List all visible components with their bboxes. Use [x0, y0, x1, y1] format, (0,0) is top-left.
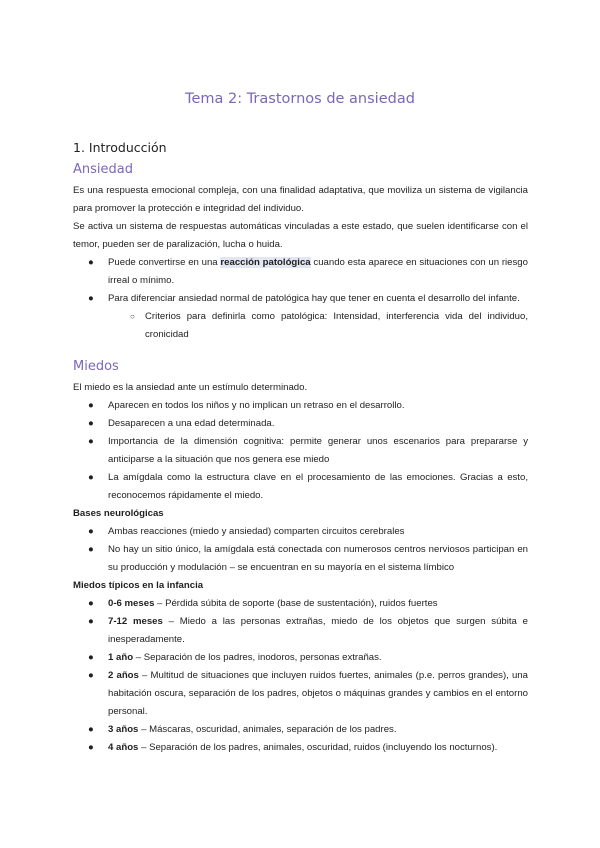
bullet-icon: ● [88, 544, 94, 555]
paragraph: Es una respuesta emocional compleja, con una finalidad adaptativa, que moviliza un sistema de vigilancia para promover la protección e integridad del individuo. [73, 185, 528, 214]
bullet-icon: ● [88, 436, 94, 447]
paragraph: Se activa un sistema de respuestas automáticas vinculadas a este estado, que suelen identificarse con el temor, pueden ser de paralización, lucha o huida. [73, 221, 528, 250]
bullet-icon: ● [88, 418, 94, 429]
list-text: – Pérdida súbita de soporte (base de sustentación), ruidos fuertes [154, 598, 438, 609]
circle-bullet-icon: ○ [130, 312, 135, 321]
list-text: – Miedo a las personas extrañas, miedo de los objetos que surgen súbita e inesperadamente. [108, 616, 528, 645]
bullet-list [73, 397, 528, 505]
age-label: 7-12 meses [108, 616, 163, 627]
list-text: Importancia de la dimensión cognitiva: permite generar unos escenarios para prepararse y anticiparse a la situación que nos genera ese miedo [108, 436, 528, 465]
list-item [73, 649, 528, 667]
bullet-icon: ● [88, 472, 94, 483]
list-text: Ambas reacciones (miedo y ansiedad) comparten circuitos cerebrales [108, 526, 405, 537]
bullet-icon: ● [88, 257, 94, 268]
list-item [73, 541, 528, 577]
list-text: cuando esta aparece en situaciones con un riesgo irreal o mínimo. [108, 257, 528, 286]
age-label: 1 año [108, 652, 134, 663]
list-item [73, 721, 528, 739]
list-text: Desaparecen a una edad determinada. [108, 418, 275, 429]
list-text: – Separación de los padres, inodoros, personas extrañas. [133, 652, 382, 663]
heading-bases-neurologicas: Bases neurológicas [73, 508, 164, 519]
age-label: 4 años [108, 742, 139, 753]
list-text: Puede convertirse en una [108, 257, 221, 268]
list-item [73, 667, 528, 721]
bullet-icon: ● [88, 670, 94, 681]
list-item [73, 415, 528, 433]
list-text: No hay un sitio único, la amígdala está conectada con numerosos centros nerviosos participan en su producción y modulación – se encuentran en su mayoría en el sistema límbico [108, 544, 528, 573]
list-item [73, 613, 528, 649]
list-item [73, 308, 528, 344]
bullet-list [73, 523, 528, 577]
list-item [73, 254, 528, 290]
list-item [73, 739, 528, 757]
list-text: Criterios para definirla como patológica: Intensidad, interferencia vida del individuo, cronicidad [145, 311, 528, 340]
age-label: 2 años [108, 670, 139, 681]
bullet-icon: ● [88, 742, 94, 753]
sub-bullet-list [73, 308, 528, 344]
paragraph: El miedo es la ansiedad ante un estímulo determinado. [73, 382, 308, 393]
heading-ansiedad: Ansiedad [73, 162, 133, 177]
bullet-list [73, 595, 528, 757]
section-heading-introduccion: 1. Introducción [73, 140, 167, 155]
bullet-list [73, 254, 528, 308]
list-item [73, 469, 528, 505]
highlighted-text: reacción patológica [220, 257, 311, 268]
document-title: Tema 2: Trastornos de ansiedad [185, 91, 415, 107]
bullet-icon: ● [88, 293, 94, 304]
list-item [73, 595, 528, 613]
list-item [73, 523, 528, 541]
list-text: La amígdala como la estructura clave en el procesamiento de las emociones. Gracias a esto, reconocemos rápidamente el miedo. [108, 472, 528, 501]
heading-miedos-tipicos: Miedos típicos en la infancia [73, 580, 204, 591]
age-label: 0-6 meses [108, 598, 155, 609]
age-label: 3 años [108, 724, 139, 735]
bullet-icon: ● [88, 616, 94, 627]
bullet-icon: ● [88, 652, 94, 663]
bullet-icon: ● [88, 526, 94, 537]
miedos-section [73, 379, 528, 757]
list-text: Para diferenciar ansiedad normal de patológica hay que tener en cuenta el desarrollo del infante. [108, 293, 520, 304]
bullet-icon: ● [88, 400, 94, 411]
list-text: – Multitud de situaciones que incluyen ruidos fuertes, animales (p.e. perros grandes), una habitación oscura, separación de los padres, objetos o máquinas grandes y cambios en el entorno personal. [108, 670, 528, 717]
heading-miedos: Miedos [73, 359, 119, 374]
bullet-icon: ● [88, 598, 94, 609]
list-item [73, 397, 528, 415]
ansiedad-section [73, 182, 528, 344]
list-item [73, 290, 528, 308]
bullet-icon: ● [88, 724, 94, 735]
list-text: – Máscaras, oscuridad, animales, separación de los padres. [138, 724, 397, 735]
list-text: – Separación de los padres, animales, oscuridad, ruidos (incluyendo los nocturnos). [138, 742, 498, 753]
list-text: Aparecen en todos los niños y no implican un retraso en el desarrollo. [108, 400, 405, 411]
list-item [73, 433, 528, 469]
